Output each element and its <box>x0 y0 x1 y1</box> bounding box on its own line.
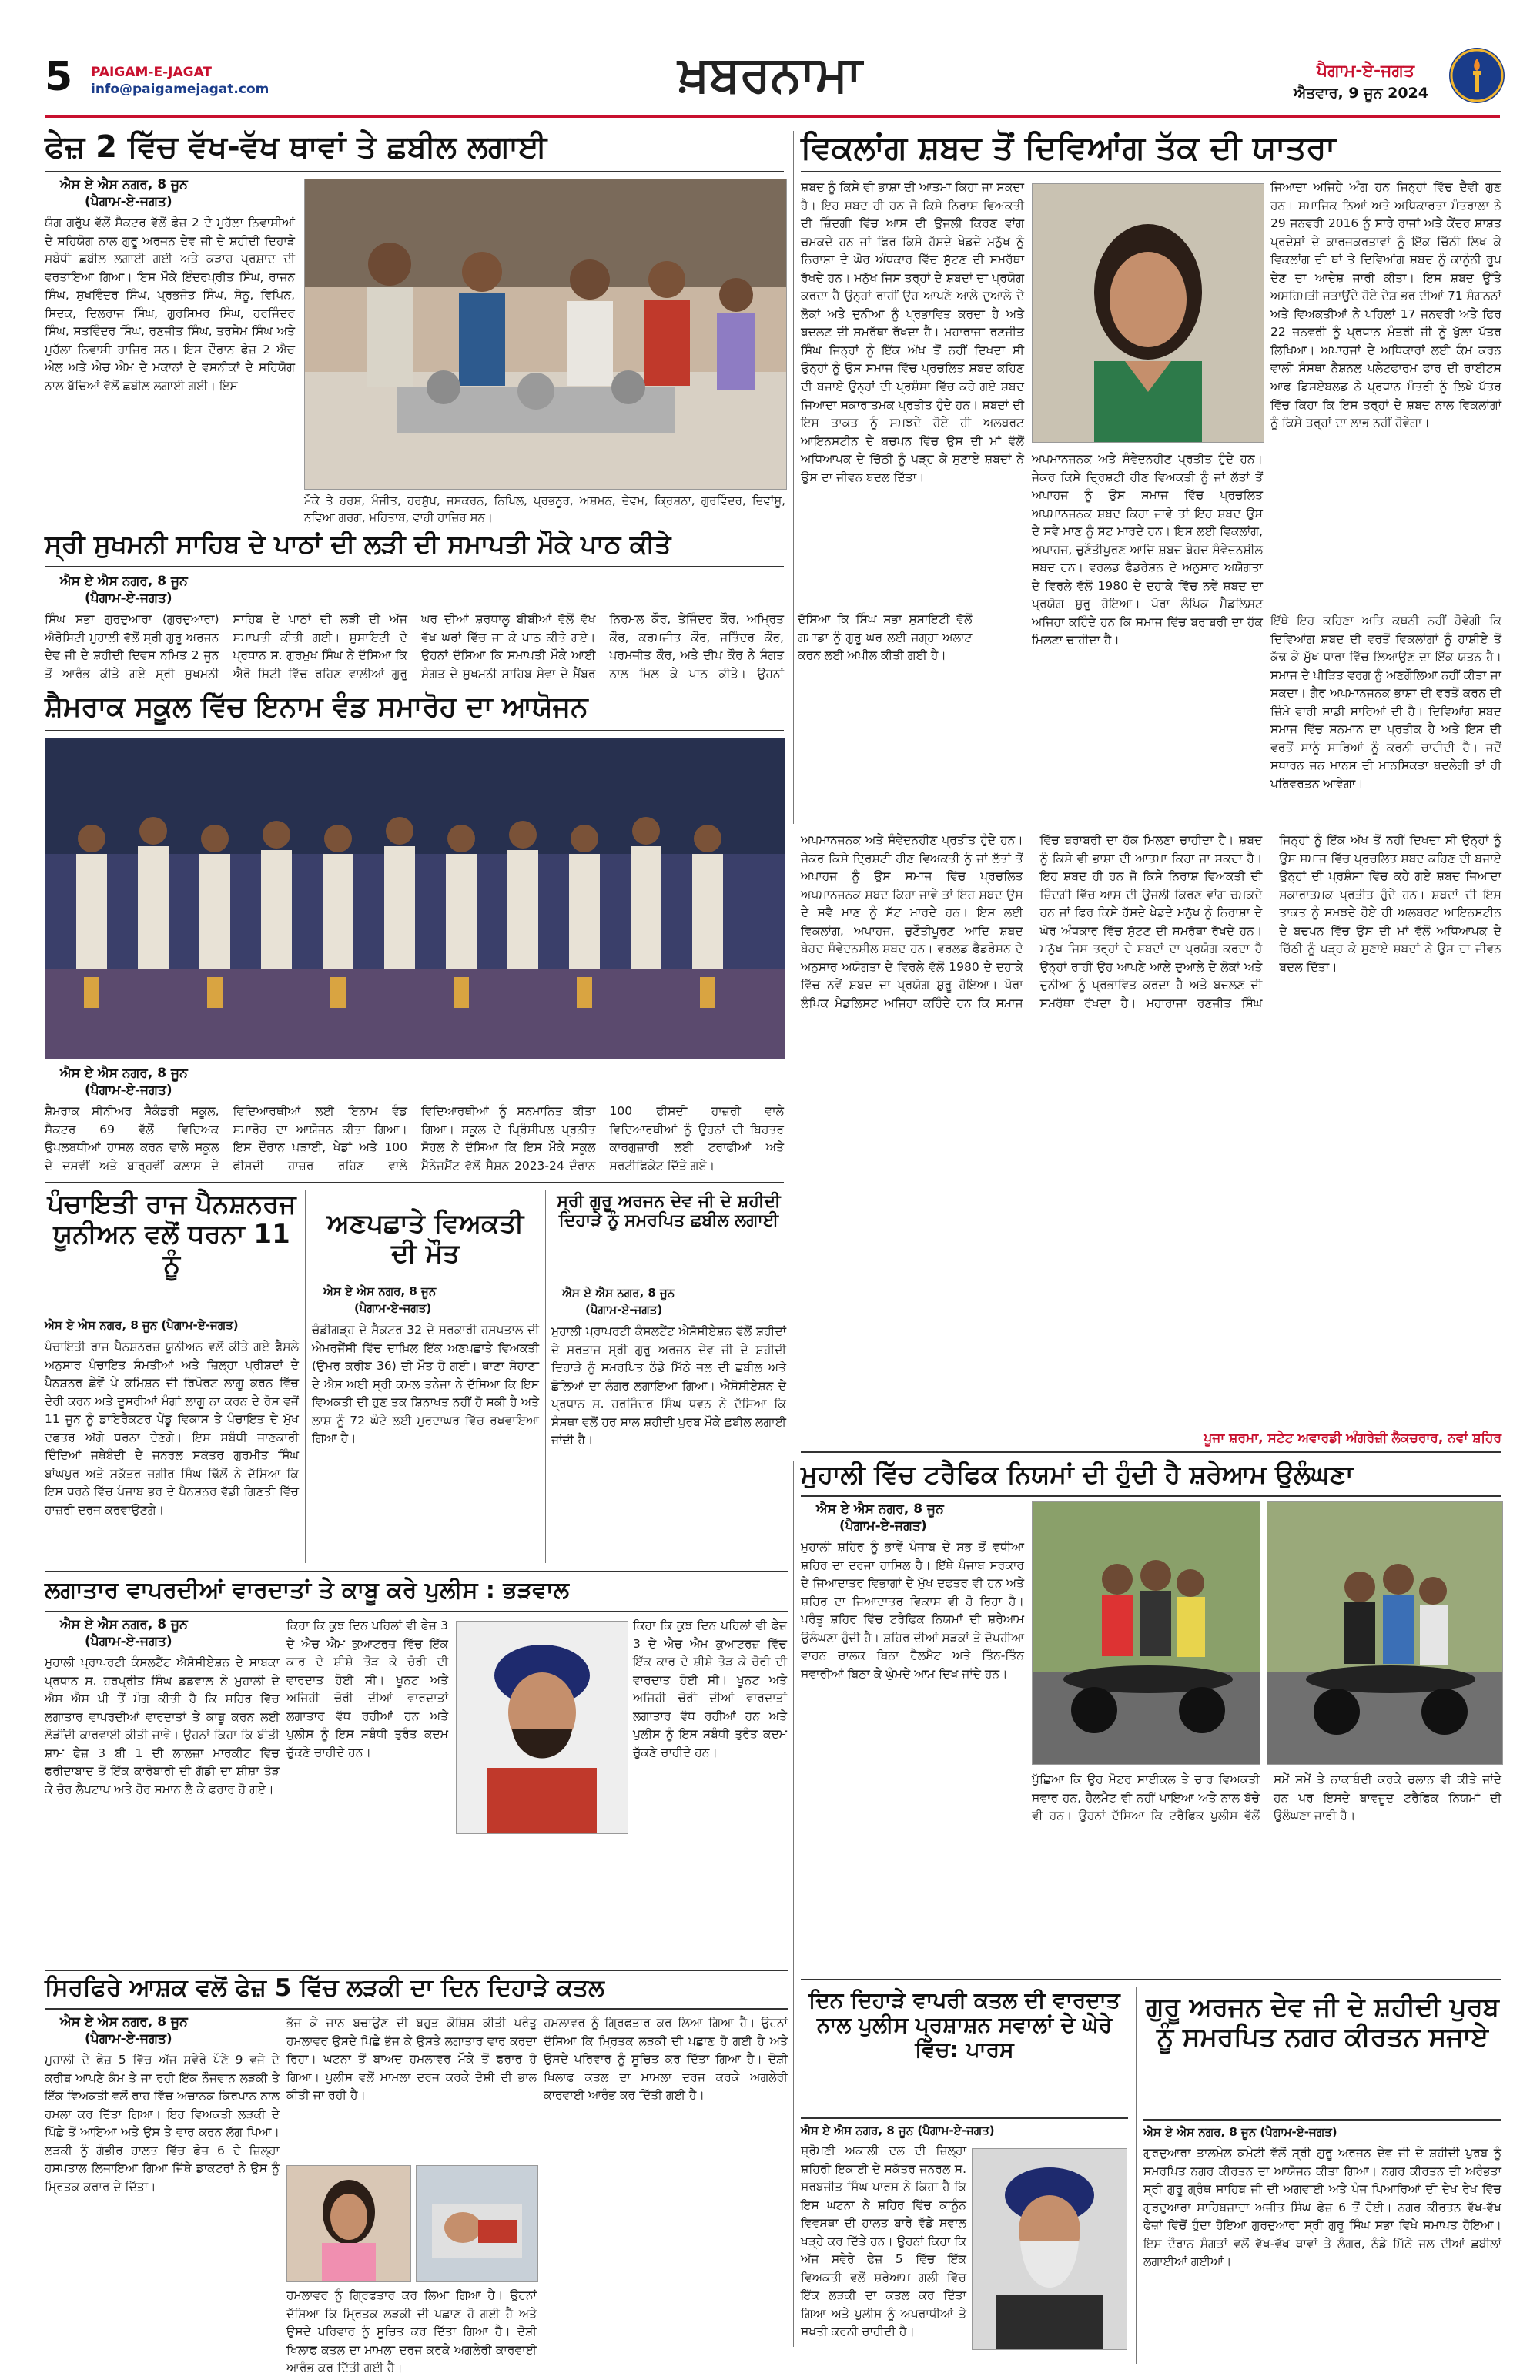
page-number: 5 <box>45 54 73 100</box>
byline: ਐਸ ਏ ਐਸ ਨਗਰ, 8 ਜੂਨ <box>323 1284 437 1298</box>
dateline: (ਪੈਗਾਮ-ਏ-ਜਗਤ) <box>85 2031 172 2047</box>
article-body: ਮੁਹਾਲੀ ਸ਼ਹਿਰ ਨੂੰ ਭਾਵੇਂ ਪੰਜਾਬ ਦੇ ਸਭ ਤੋਂ ਵਧੀਆ ਸ਼ਹਿਰ ਦਾ ਦਰਜਾ ਹਾਸਿਲ ਹੈ। ਇੱਥੇ ਪੰਜਾਬ ਸਰਕਾਰ ਦੇ ਜਿਆਦਾਤਰ ਵਿਭਾਗਾਂ ਦੇ ਮੁੱਖ ਦਫਤਰ ਵੀ ਹਨ ਅਤੇ ਸ਼ਹਿਰ ਦਾ ਜਿਆਦਾਤਰ ਵਿਕਾਸ ਵੀ ਹੋ ਰਿਹਾ ਹੈ। ਪਰੰਤੂ ਸ਼ਹਿਰ ਵਿੱਚ ਟਰੈਫਿਕ ਨਿਯਮਾਂ ਦੀ ਸ਼ਰੇਆਮ ਉਲੰਘਣਾ ਹੁੰਦੀ ਹੈ। ਸ਼ਹਿਰ ਦੀਆਂ ਸੜਕਾਂ ਤੇ ਦੋਪਹੀਆ ਵਾਹਨ ਚਾਲਕ ਬਿਨਾ ਹੈਲਮੈਟ ਅਤੇ ਤਿੰਨ-ਤਿੰਨ ਸਵਾਰੀਆਂ ਬਿਠਾ ਕੇ ਘੁੰਮਦੇ ਆਮ ਦਿਖ ਜਾਂਦੇ ਹਨ। <box>801 1540 1024 1681</box>
headline-police-bharwal: ਲਗਾਤਾਰ ਵਾਪਰਦੀਆਂ ਵਾਰਦਾਤਾਂ ਤੇ ਕਾਬੂ ਕਰੇ ਪੁਲੀਸ : ਭੜਵਾਲ <box>45 1577 569 1604</box>
article-body: ਸ਼ੈਮਰਾਕ ਸੀਨੀਅਰ ਸੈਕੰਡਰੀ ਸਕੂਲ, ਸੈਕਟਰ 69 ਵੱਲੋਂ ਵਿਦਿਅਕ ਉਪਲਬਧੀਆਂ ਹਾਸਲ ਕਰਨ ਵਾਲੇ ਸਕੂਲ ਦੇ ਦਸਵੀਂ ਅਤੇ ਬਾਰ੍ਹਵੀਂ ਕਲਾਸ ਦੇ ਵਿਦਿਆਰਥੀਆਂ ਲਈ ਇਨਾਮ ਵੰਡ ਸਮਾਰੋਹ ਦਾ ਆਯੋਜਨ ਕੀਤਾ ਗਿਆ। ਇਸ ਦੌਰਾਨ ਪੜਾਈ, ਖੇਡਾਂ ਅਤੇ 100 ਫੀਸਦੀ ਹਾਜ਼ਰ ਰਹਿਣ ਵਾਲੇ ਵਿਦਿਆਰਥੀਆਂ ਨੂੰ ਸਨਮਾਨਿਤ ਕੀਤਾ ਗਿਆ। ਸਕੂਲ ਦੇ ਪ੍ਰਿੰਸੀਪਲ ਪ੍ਰਨੀਤ ਸੋਹਲ ਨੇ ਦੱਸਿਆ ਕਿ ਇਸ ਮੌਕੇ ਸਕੂਲ ਮੈਨੇਜਮੈਂਟ ਵੱਲੋਂ ਸੈਸ਼ਨ 2023-24 ਦੌਰਾਨ 100 ਫੀਸਦੀ ਹਾਜ਼ਰੀ ਵਾਲੇ ਵਿਦਿਆਰਥੀਆਂ ਨੂੰ ਉਹਨਾਂ ਦੀ ਬਿਹਤਰ ਕਾਰਗੁਜ਼ਾਰੀ ਲਈ ਟਰਾਫੀਆਂ ਅਤੇ ਸਰਟੀਫਿਕੇਟ ਦਿੱਤੇ ਗਏ। <box>45 1104 784 1173</box>
article-body: ਚੰਡੀਗੜ੍ਹ ਦੇ ਸੈਕਟਰ 32 ਦੇ ਸਰਕਾਰੀ ਹਸਪਤਾਲ ਦੀ ਐਮਰਜੈਂਸੀ ਵਿੱਚ ਦਾਖ਼ਿਲ ਇੱਕ ਅਣਪਛਾਤੇ ਵਿਅਕਤੀ (ਉਮਰ ਕਰੀਬ 36) ਦੀ ਮੌਤ ਹੋ ਗਈ। ਥਾਣਾ ਸੋਹਾਣਾ ਦੇ ਐਸ ਅਈ ਸ੍ਰੀ ਕਮਲ ਤਨੇਜਾ ਨੇ ਦੱਸਿਆ ਕਿ ਇਸ ਵਿਅਕਤੀ ਦੀ ਹੁਣ ਤਕ ਸ਼ਿਨਾਖਤ ਨਹੀਂ ਹੋ ਸਕੀ ਹੈ ਅਤੇ ਲਾਸ਼ ਨੂੰ 72 ਘੰਟੇ ਲਈ ਮੁਰਦਾਘਰ ਵਿੱਚ ਰਖਵਾਇਆ ਗਿਆ ਹੈ। <box>312 1323 539 1446</box>
byline: ਐਸ ਏ ਐਸ ਨਗਰ, 8 ਜੂਨ (ਪੈਗਾਮ-ਏ-ਜਗਤ) <box>1143 2125 1337 2139</box>
byline: ਐਸ ਏ ਐਸ ਨਗਰ, 8 ਜੂਨ <box>60 2014 188 2030</box>
photo-author-portrait <box>1032 183 1264 443</box>
article-body-cont-2: ਕਿਹਾ ਕਿ ਕੁਝ ਦਿਨ ਪਹਿਲਾਂ ਵੀ ਫੇਜ਼ 3 ਦੇ ਐਚ ਐਮ ਕੁਆਟਰਜ਼ ਵਿੱਚ ਇੱਕ ਕਾਰ ਦੇ ਸ਼ੀਸ਼ੇ ਤੋੜ ਕੇ ਚੋਰੀ ਦੀ ਵਾਰਦਾਤ ਹੋਈ ਸੀ। ਖੂਨਟ ਅਤੇ ਅਜਿਹੀ ਚੋਰੀ ਦੀਆਂ ਵਾਰਦਾਤਾਂ ਲਗਾਤਾਰ ਵੱਧ ਰਹੀਆਂ ਹਨ ਅਤੇ ਪੁਲੀਸ ਨੂੰ ਇਸ ਸਬੰਧੀ ਤੁਰੰਤ ਕਦਮ ਚੁੱਕਣੇ ਚਾਹੀਦੇ ਹਨ। <box>633 1618 787 1759</box>
logo <box>1449 48 1505 103</box>
brand-right: ਪੈਗਾਮ-ਏ-ਜਗਤ <box>1317 62 1414 81</box>
article-body: ਮੁਹਾਲੀ ਪ੍ਰਾਪਰਟੀ ਕੰਸਲਟੈਂਟ ਐਸੋਸੀਏਸ਼ਨ ਵੱਲੋਂ ਸ਼ਹੀਦਾਂ ਦੇ ਸਰਤਾਜ ਸ੍ਰੀ ਗੁਰੂ ਅਰਜਨ ਦੇਵ ਜੀ ਦੇ ਸ਼ਹੀਦੀ ਦਿਹਾੜੇ ਨੂੰ ਸਮਰਪਿਤ ਠੰਡੇ ਮਿੱਠੇ ਜਲ ਦੀ ਛਬੀਲ ਅਤੇ ਛੋਲਿਆਂ ਦਾ ਲੰਗਰ ਲਗਾਇਆ ਗਿਆ। ਐਸੋਸੀਏਸ਼ਨ ਦੇ ਪ੍ਰਧਾਨ ਸ. ਹਰਜਿੰਦਰ ਸਿੰਘ ਧਵਨ ਨੇ ਦੱਸਿਆ ਕਿ ਸੰਸਥਾ ਵਲੋਂ ਹਰ ਸਾਲ ਸ਼ਹੀਦੀ ਪੁਰਬ ਮੌਕੇ ਛਬੀਲ ਲਗਾਈ ਜਾਂਦੀ ਹੈ। <box>551 1324 786 1448</box>
photo-bike-riders-2 <box>1267 1501 1503 1765</box>
byline: ਐਸ ਏ ਐਸ ਨਗਰ, 8 ਜੂਨ <box>60 1066 188 1081</box>
byline: ਐਸ ਏ ਐਸ ਨਗਰ, 8 ਜੂਨ <box>60 574 188 589</box>
article-col-2: ਜਿਆਦਾ ਅਜਿਹੇ ਅੰਗ ਹਨ ਜਿਨ੍ਹਾਂ ਵਿੱਚ ਦੈਵੀ ਗੁਣ ਹਨ। ਸਮਾਜਿਕ ਨਿਆਂ ਅਤੇ ਅਧਿਕਾਰਤਾ ਮੰਤਰਾਲਾ ਨੇ 29 ਜਨਵਰੀ 2016 ਨੂੰ ਸਾਰੇ ਰਾਜਾਂ ਅਤੇ ਕੇਂਦਰ ਸ਼ਾਸ਼ਤ ਪ੍ਰਦੇਸ਼ਾਂ ਦੇ ਕਾਰਜਕਰਤਾਵਾਂ ਨੂੰ ਇੱਕ ਚਿੱਠੀ ਲਿਖ ਕੇ ਵਿਕਲਾਂਗ ਦੀ ਥਾਂ ਤੇ ਦਿਵਿਆਂਗ ਸ਼ਬਦ ਨੂੰ ਕਾਨੂੰਨੀ ਰੂਪ ਦੇਣ ਦਾ ਆਦੇਸ਼ ਜਾਰੀ ਕੀਤਾ। ਇਸ ਸ਼ਬਦ ਉੱਤੇ ਅਸਹਿਮਤੀ ਜਤਾਉਂਦੇ ਹੋਏ ਦੇਸ਼ ਭਰ ਦੀਆਂ 71 ਸੰਗਠਨਾਂ ਅਤੇ ਵਿਅਕਤੀਆਂ ਨੇ ਪਹਿਲਾਂ 17 ਜਨਵਰੀ ਅਤੇ ਫਿਰ 22 ਜਨਵਰੀ ਨੂੰ ਪ੍ਰਧਾਨ ਮੰਤਰੀ ਜੀ ਨੂੰ ਖੁੱਲਾ ਪੱਤਰ ਲਿਖਿਆ। ਅਪਾਹਜਾਂ ਦੇ ਅਧਿਕਾਰਾਂ ਲਈ ਕੰਮ ਕਰਨ ਵਾਲੀ ਸੰਸਥਾ ਨੈਸ਼ਨਲ ਪਲੇਟਫਾਰਮ ਫਾਰ ਦੀ ਰਾਈਟਸ ਆਫ ਡਿਸਏਬਲਡ ਨੇ ਪ੍ਰਧਾਨ ਮੰਤਰੀ ਨੂੰ ਲਿਖੇ ਪੱਤਰ ਵਿੱਚ ਕਿਹਾ ਕਿ ਇਸ ਤਰ੍ਹਾਂ ਦੇ ਸ਼ਬਦ ਨਾਲ ਵਿਕਲਾਂਗਾਂ ਨੂੰ ਕਿਸੇ ਤਰ੍ਹਾਂ ਦਾ ਲਾਭ ਨਹੀਂ ਹੋਵੇਗਾ। <box>1270 180 1502 430</box>
date: ਐਤਵਾਰ, 9 ਜੂਨ 2024 <box>1294 85 1428 102</box>
masthead <box>0 0 1540 129</box>
article-body: ਸ਼੍ਰੋਮਣੀ ਅਕਾਲੀ ਦਲ ਦੀ ਜ਼ਿਲ੍ਹਾ ਸ਼ਹਿਰੀ ਇਕਾਈ ਦੇ ਸਕੱਤਰ ਜਨਰਲ ਸ. ਸਰਬਜੀਤ ਸਿੰਘ ਪਾਰਸ ਨੇ ਕਿਹਾ ਹੈ ਕਿ ਇਸ ਘਟਨਾ ਨੇ ਸ਼ਹਿਰ ਵਿੱਚ ਕਾਨੂੰਨ ਵਿਵਸਥਾ ਦੀ ਹਾਲਤ ਬਾਰੇ ਵੱਡੇ ਸਵਾਲ ਖੜ੍ਹੇ ਕਰ ਦਿੱਤੇ ਹਨ। ਉਹਨਾਂ ਕਿਹਾ ਕਿ ਅੱਜ ਸਵੇਰੇ ਫੇਜ਼ 5 ਵਿੱਚ ਇੱਕ ਵਿਅਕਤੀ ਵਲੋਂ ਸ਼ਰੇਆਮ ਗਲੀ ਵਿੱਚ ਇੱਕ ਲੜਕੀ ਦਾ ਕਤਲ ਕਰ ਦਿੱਤਾ ਗਿਆ ਅਤੇ ਪੁਲੀਸ ਨੂੰ ਅਪਰਾਧੀਆਂ ਤੇ ਸਖਤੀ ਕਰਨੀ ਚਾਹੀਦੀ ਹੈ। <box>801 2144 966 2339</box>
headline-traffic-violations: ਮੁਹਾਲੀ ਵਿੱਚ ਟਰੈਫਿਕ ਨਿਯਮਾਂ ਦੀ ਹੁੰਦੀ ਹੈ ਸ਼ਰੇਆਮ ਉਲੰਘਣਾ <box>801 1459 1354 1489</box>
photo-victim-1 <box>286 2165 411 2282</box>
author-signature: ਪੂਜਾ ਸ਼ਰਮਾ, ਸਟੇਟ ਅਵਾਰਡੀ ਅੰਗਰੇਜ਼ੀ ਲੈਕਚਰਾਰ, ਨਵਾਂ ਸ਼ਹਿਰ <box>1204 1431 1502 1446</box>
photo-prize-distribution <box>45 738 785 1059</box>
email: info@paigamejagat.com <box>91 82 270 97</box>
headline-nagar-kirtan: ਗੁਰੂ ਅਰਜਨ ਦੇਵ ਜੀ ਦੇ ਸ਼ਹੀਦੀ ਪੁਰਬ ਨੂੰ ਸਮਰਪਿਤ ਨਗਰ ਕੀਰਤਨ ਸਜਾਏ <box>1146 1992 1499 2054</box>
headline-pensioners-union: ਪੰਚਾਇਤੀ ਰਾਜ ਪੈਨਸ਼ਨਰਜ ਯੂਨੀਅਨ ਵਲੋਂ ਧਰਨਾ 11 ਨੂੰ <box>47 1189 296 1280</box>
headline-paras-statement: ਦਿਨ ਦਿਹਾੜੇ ਵਾਪਰੀ ਕਤਲ ਦੀ ਵਾਰਦਾਤ ਨਾਲ ਪੁਲੀਸ ਪ੍ਰਸ਼ਾਸ਼ਨ ਸਵਾਲਾਂ ਦੇ ਘੇਰੇ ਵਿੱਚ: ਪਾਰਸ <box>808 1987 1120 2063</box>
headline-chhabeel-phase2: ਫੇਜ਼ 2 ਵਿੱਚ ਵੱਖ-ਵੱਖ ਥਾਵਾਂ ਤੇ ਛਬੀਲ ਲਗਾਈ <box>45 129 547 165</box>
dateline: (ਪੈਗਾਮ-ਏ-ਜਗਤ) <box>354 1301 432 1315</box>
byline: ਐਸ ਏ ਐਸ ਨਗਰ, 8 ਜੂਨ <box>562 1286 675 1300</box>
photo-bike-riders-1 <box>1032 1501 1260 1765</box>
byline: ਐਸ ਏ ਐਸ ਨਗਰ, 8 ਜੂਨ <box>60 177 188 192</box>
article-body-cont-3: ਹਮਲਾਵਰ ਨੂੰ ਗ੍ਰਿਫਤਾਰ ਕਰ ਲਿਆ ਗਿਆ ਹੈ। ਉਹਨਾਂ ਦੱਸਿਆ ਕਿ ਮ੍ਰਿਤਕ ਲੜਕੀ ਦੀ ਪਛਾਣ ਹੋ ਗਈ ਹੈ ਅਤੇ ਉਸਦੇ ਪਰਿਵਾਰ ਨੂੰ ਸੂਚਿਤ ਕਰ ਦਿੱਤਾ ਗਿਆ ਹੈ। ਦੋਸ਼ੀ ਖਿਲਾਫ ਕਤਲ ਦਾ ਮਾਮਲਾ ਦਰਜ ਕਰਕੇ ਅਗਲੇਰੀ ਕਾਰਵਾਈ ਆਰੰਭ ਕਰ ਦਿੱਤੀ ਗਈ ਹੈ। <box>544 2016 788 2103</box>
article-body-cont: ਪੁੱਛਿਆ ਕਿ ਉਹ ਮੋਟਰ ਸਾਈਕਲ ਤੇ ਚਾਰ ਵਿਅਕਤੀ ਸਵਾਰ ਹਨ, ਹੈਲਮੈਟ ਵੀ ਨਹੀਂ ਪਾਇਆ ਅਤੇ ਨਾਲ ਬੱਚੇ ਵੀ ਹਨ। ਉਹਨਾਂ ਦੱਸਿਆ ਕਿ ਟਰੈਫਿਕ ਪੁਲੀਸ ਵੱਲੋਂ ਸਮੇਂ ਸਮੇਂ ਤੇ ਨਾਕਾਬੰਦੀ ਕਰਕੇ ਚਲਾਨ ਵੀ ਕੀਤੇ ਜਾਂਦੇ ਹਨ ਪਰ ਇਸਦੇ ਬਾਵਜੂਦ ਟਰੈਫਿਕ ਨਿਯਮਾਂ ਦੀ ਉਲੰਘਣਾ ਜਾਰੀ ਹੈ। <box>1032 1772 1502 1823</box>
headline-unidentified-death: ਅਣਪਛਾਤੇ ਵਿਅਕਤੀ ਦੀ ਮੌਤ <box>326 1208 524 1270</box>
article-body-cont-2: ਹਮਲਾਵਰ ਨੂੰ ਗ੍ਰਿਫਤਾਰ ਕਰ ਲਿਆ ਗਿਆ ਹੈ। ਉਹਨਾਂ ਦੱਸਿਆ ਕਿ ਮ੍ਰਿਤਕ ਲੜਕੀ ਦੀ ਪਛਾਣ ਹੋ ਗਈ ਹੈ ਅਤੇ ਉਸਦੇ ਪਰਿਵਾਰ ਨੂੰ ਸੂਚਿਤ ਕਰ ਦਿੱਤਾ ਗਿਆ ਹੈ। ਦੋਸ਼ੀ ਖਿਲਾਫ ਕਤਲ ਦਾ ਮਾਮਲਾ ਦਰਜ ਕਰਕੇ ਅਗਲੇਰੀ ਕਾਰਵਾਈ ਆਰੰਭ ਕਰ ਦਿੱਤੀ ਗਈ ਹੈ। <box>286 2288 537 2375</box>
headline-chhabeel-martyrdom: ਸ੍ਰੀ ਗੁਰੂ ਅਰਜਨ ਦੇਵ ਜੀ ਦੇ ਸ਼ਹੀਦੀ ਦਿਹਾੜੇ ਨੂੰ ਸਮਰਪਿਤ ਛਬੀਲ ਲਗਾਈ <box>557 1192 781 1231</box>
photo-chhabeel-group <box>304 179 787 490</box>
article-body: ਸਿੰਘ ਸਭਾ ਗੁਰਦੁਆਰਾ (ਗੁਰਦੁਆਰਾ) ਐਰੋਸਿਟੀ ਮੁਹਾਲੀ ਵੱਲੋਂ ਸ੍ਰੀ ਗੁਰੂ ਅਰਜਨ ਦੇਵ ਜੀ ਦੇ ਸ਼ਹੀਦੀ ਦਿਵਸ ਨਮਿਤ 2 ਜੂਨ ਤੋਂ ਆਰੰਭ ਕੀਤੇ ਗਏ ਸ੍ਰੀ ਸੁਖਮਨੀ ਸਾਹਿਬ ਦੇ ਪਾਠਾਂ ਦੀ ਲੜੀ ਦੀ ਅੱਜ ਸਮਾਪਤੀ ਕੀਤੀ ਗਈ। ਸੁਸਾਇਟੀ ਦੇ ਪ੍ਰਧਾਨ ਸ. ਗੁਰਮੁਖ ਸਿੰਘ ਨੇ ਦੱਸਿਆ ਕਿ ਐਰੋ ਸਿਟੀ ਵਿੱਚ ਰਹਿਣ ਵਾਲੀਆਂ ਗੁਰੂ ਘਰ ਦੀਆਂ ਸ਼ਰਧਾਲੂ ਬੀਬੀਆਂ ਵੱਲੋਂ ਵੱਖ ਵੱਖ ਘਰਾਂ ਵਿੱਚ ਜਾ ਕੇ ਪਾਠ ਕੀਤੇ ਗਏ। ਉਹਨਾਂ ਦੱਸਿਆ ਕਿ ਸਮਾਪਤੀ ਮੌਕੇ ਆਈ ਸੰਗਤ ਦੇ ਸੁਖਮਨੀ ਸਾਹਿਬ ਸੇਵਾ ਦੇ ਮੈਂਬਰ ਨਿਰਮਲ ਕੌਰ, ਤੇਜਿੰਦਰ ਕੌਰ, ਅਮ੍ਰਿਤ ਕੌਰ, ਕਰਮਜੀਤ ਕੌਰ, ਜਤਿੰਦਰ ਕੌਰ, ਪਰਮਜੀਤ ਕੌਰ, ਅਤੇ ਦੀਪ ਕੌਰ ਨੇ ਸੰਗਤ ਨਾਲ ਮਿਲ ਕੇ ਪਾਠ ਕੀਤੇ। ਉਹਨਾਂ ਦੱਸਿਆ ਕਿ ਸਿੰਘ ਸਭਾ ਸੁਸਾਇਟੀ ਵੱਲੋਂ ਗਮਾਡਾ ਨੂੰ ਗੁਰੂ ਘਰ ਲਈ ਜਗ੍ਹਾ ਅਲਾਟ ਕਰਨ ਲਈ ਅਪੀਲ ਕੀਤੀ ਗਈ ਹੈ। <box>45 612 973 681</box>
dateline: (ਪੈਗਾਮ-ਏ-ਜਗਤ) <box>85 591 172 606</box>
byline: ਐਸ ਏ ਐਸ ਨਗਰ, 8 ਜੂਨ (ਪੈਗਾਮ-ਏ-ਜਗਤ) <box>801 2124 995 2137</box>
dateline: (ਪੈਗਾਮ-ਏ-ਜਗਤ) <box>585 1303 663 1317</box>
article-body-cont: ਭੱਜ ਕੇ ਜਾਨ ਬਚਾਉਣ ਦੀ ਬਹੁਤ ਕੋਸ਼ਿਸ਼ ਕੀਤੀ ਪਰੰਤੂ ਹਮਲਾਵਰ ਉਸਦੇ ਪਿੱਛੇ ਭੱਜ ਕੇ ਉਸਤੇ ਲਗਾਤਾਰ ਵਾਰ ਕਰਦਾ ਰਿਹਾ। ਘਟਨਾ ਤੋਂ ਬਾਅਦ ਹਮਲਾਵਰ ਮੌਕੇ ਤੋਂ ਫਰਾਰ ਹੋ ਗਿਆ। ਪੁਲੀਸ ਵਲੋਂ ਮਾਮਲਾ ਦਰਜ ਕਰਕੇ ਦੋਸ਼ੀ ਦੀ ਭਾਲ ਕੀਤੀ ਜਾ ਰਹੀ ਹੈ। <box>286 2016 537 2103</box>
photo-victim-2 <box>416 2165 538 2282</box>
article-body: ਗੁਰਦੁਆਰਾ ਤਾਲਮੇਲ ਕਮੇਟੀ ਵੱਲੋਂ ਸ੍ਰੀ ਗੁਰੂ ਅਰਜਨ ਦੇਵ ਜੀ ਦੇ ਸ਼ਹੀਦੀ ਪੁਰਬ ਨੂੰ ਸਮਰਪਿਤ ਨਗਰ ਕੀਰਤਨ ਦਾ ਆਯੋਜਨ ਕੀਤਾ ਗਿਆ। ਨਗਰ ਕੀਰਤਨ ਦੀ ਅਰੰਭਤਾ ਸ੍ਰੀ ਗੁਰੂ ਗ੍ਰੰਥ ਸਾਹਿਬ ਜੀ ਦੀ ਅਗਵਾਈ ਅਤੇ ਪੰਜ ਪਿਆਰਿਆਂ ਦੀ ਦੇਖ ਰੇਖ ਵਿੱਚ ਗੁਰਦੁਆਰਾ ਸਾਹਿਬਜ਼ਾਦਾ ਅਜੀਤ ਸਿੰਘ ਫੇਜ਼ 6 ਤੋਂ ਹੋਈ। ਨਗਰ ਕੀਰਤਨ ਵੱਖ-ਵੱਖ ਫੇਜ਼ਾਂ ਵਿੱਚੋਂ ਹੁੰਦਾ ਹੋਇਆ ਗੁਰਦੁਆਰਾ ਸ੍ਰੀ ਗੁਰੂ ਸਿੰਘ ਸਭਾ ਵਿਖੇ ਸਮਾਪਤ ਹੋਇਆ। ਇਸ ਦੌਰਾਨ ਸੰਗਤਾਂ ਵਲੋਂ ਵੱਖ-ਵੱਖ ਥਾਵਾਂ ਤੇ ਲੰਗਰ, ਠੰਡੇ ਮਿੱਠੇ ਜਲ ਦੀਆਂ ਛਬੀਲਾਂ ਲਗਾਈਆਂ ਗਈਆਂ। <box>1143 2146 1502 2269</box>
headline-phase5-murder: ਸਿਰਫਿਰੇ ਆਸ਼ਕ ਵਲੋਂ ਫੇਜ਼ 5 ਵਿੱਚ ਲੜਕੀ ਦਾ ਦਿਨ ਦਿਹਾੜੇ ਕਤਲ <box>45 1974 604 2002</box>
article-col-4: ਇੱਥੇ ਇਹ ਕਹਿਣਾ ਅਤਿ ਕਥਨੀ ਨਹੀਂ ਹੋਵੇਗੀ ਕਿ ਦਿਵਿਆਂਗ ਸ਼ਬਦ ਦੀ ਵਰਤੋਂ ਵਿਕਲਾਂਗਾਂ ਨੂੰ ਹਾਸ਼ੀਏ ਤੋਂ ਕੱਢ ਕੇ ਮੁੱਖ ਧਾਰਾ ਵਿੱਚ ਲਿਆਉਣ ਦਾ ਇੱਕ ਯਤਨ ਹੈ। ਸਮਾਜ ਦੇ ਪੀੜਿਤ ਵਰਗ ਨੂੰ ਅਣਗੌਲਿਆ ਨਹੀਂ ਕੀਤਾ ਜਾ ਸਕਦਾ। ਗੈਰ ਅਪਮਾਨਜਨਕ ਭਾਸ਼ਾ ਦੀ ਵਰਤੋਂ ਕਰਨ ਦੀ ਜ਼ਿੰਮੇ ਵਾਰੀ ਸਾਡੀ ਸਾਰਿਆਂ ਦੀ ਹੈ। ਦਿਵਿਆਂਗ ਸ਼ਬਦ ਸਮਾਜ ਵਿੱਚ ਸਨਮਾਨ ਦਾ ਪ੍ਰਤੀਕ ਹੈ ਅਤੇ ਇਸ ਦੀ ਵਰਤੋਂ ਸਾਨੂੰ ਸਾਰਿਆਂ ਨੂੰ ਕਰਨੀ ਚਾਹੀਦੀ ਹੈ। ਜਦੋਂ ਸਧਾਰਨ ਜਨ ਮਾਨਸ ਦੀ ਮਾਨਸਿਕਤਾ ਬਦਲੇਗੀ ਤਾਂ ਹੀ ਪਰਿਵਰਤਨ ਆਵੇਗਾ। <box>1270 614 1502 791</box>
article-body: ਯੰਗ ਗਰੁੱਪ ਵੱਲੋਂ ਸੈਕਟਰ ਵੱਲੋਂ ਫੇਜ਼ 2 ਦੇ ਮੁਹੱਲਾ ਨਿਵਾਸੀਆਂ ਦੇ ਸਹਿਯੋਗ ਨਾਲ ਗੁਰੂ ਅਰਜਨ ਦੇਵ ਜੀ ਦੇ ਸ਼ਹੀਦੀ ਦਿਹਾੜੇ ਸਬੰਧੀ ਛਬੀਲ ਲਗਾਈ ਗਈ ਅਤੇ ਕੜਾਹ ਪ੍ਰਸ਼ਾਦ ਦੀ ਵਰਤਾਇਆ ਗਿਆ। ਇਸ ਮੌਕੇ ਇੰਦਰਪ੍ਰੀਤ ਸਿੰਘ, ਰਾਜਨ ਸਿੰਘ, ਸੁਖਵਿੰਦਰ ਸਿੰਘ, ਪ੍ਰਭਜੋਤ ਸਿੰਘ, ਸੋਨੂ, ਵਿਪਿਨ, ਸਿਦਕ, ਦਿਲਰਾਜ ਸਿੰਘ, ਗੁਰਸਿਮਰ ਸਿੰਘ, ਹਰਜਿੰਦਰ ਸਿੰਘ, ਸਤਵਿੰਦਰ ਸਿੰਘ, ਰਣਜੀਤ ਸਿੰਘ, ਤਰਸੇਮ ਸਿੰਘ ਅਤੇ ਮੁਹੱਲਾ ਨਿਵਾਸੀ ਹਾਜ਼ਿਰ ਸਨ। ਇਸ ਦੌਰਾਨ ਫੇਜ਼ 2 ਐਚ ਐਲ ਅਤੇ ਐਚ ਐਮ ਦੇ ਮਕਾਨਾਂ ਦੇ ਵਸਨੀਕਾਂ ਦੇ ਸਹਿਯੋਗ ਨਾਲ ਬੱਚਿਆਂ ਵੱਲੋਂ ਛਬੀਲ ਲਗਾਈ ਗਈ। ਇਸ <box>45 216 295 393</box>
photo-bharwal-portrait <box>456 1621 628 1834</box>
article-col-1: ਸ਼ਬਦ ਨੂੰ ਕਿਸੇ ਵੀ ਭਾਸ਼ਾ ਦੀ ਆਤਮਾ ਕਿਹਾ ਜਾ ਸਕਦਾ ਹੈ। ਇਹ ਸ਼ਬਦ ਹੀ ਹਨ ਜੋ ਕਿਸੇ ਨਿਰਾਸ਼ ਵਿਅਕਤੀ ਦੀ ਜ਼ਿੰਦਗੀ ਵਿੱਚ ਆਸ ਦੀ ਉਜਲੀ ਕਿਰਣ ਵਾਂਗ ਚਮਕਦੇ ਹਨ ਜਾਂ ਫਿਰ ਕਿਸੇ ਹੱਸਦੇ ਖੇਡਦੇ ਮਨੁੱਖ ਨੂੰ ਨਿਰਾਸ਼ਾ ਦੇ ਘੋਰ ਅੰਧਕਾਰ ਵਿੱਚ ਸੁੱਟਣ ਦੀ ਸਮਰੱਥਾ ਰੱਖਦੇ ਹਨ। ਮਨੁੱਖ ਜਿਸ ਤਰ੍ਹਾਂ ਦੇ ਸ਼ਬਦਾਂ ਦਾ ਪ੍ਰਯੋਗ ਕਰਦਾ ਹੈ ਉਨ੍ਹਾਂ ਰਾਹੀਂ ਉਹ ਆਪਣੇ ਆਲੇ ਦੁਆਲੇ ਦੇ ਲੋਕਾਂ ਅਤੇ ਦੁਨੀਆ ਨੂੰ ਪ੍ਰਭਾਵਿਤ ਕਰਦਾ ਹੈ ਅਤੇ ਬਦਲਣ ਦੀ ਸਮਰੱਥਾ ਰੱਖਦਾ ਹੈ। ਮਹਾਰਾਜਾ ਰਣਜੀਤ ਸਿੰਘ ਜਿਨ੍ਹਾਂ ਨੂੰ ਇੱਕ ਅੱਖ ਤੋਂ ਨਹੀਂ ਦਿਖਦਾ ਸੀ ਉਨ੍ਹਾਂ ਨੂੰ ਉਸ ਸਮਾਜ ਵਿੱਚ ਪ੍ਰਚਲਿਤ ਸ਼ਬਦ ਕਹਿਣ ਦੀ ਬਜਾਏ ਉਨ੍ਹਾਂ ਦੀ ਪ੍ਰਸ਼ੰਸਾ ਵਿੱਚ ਕਹੇ ਗਏ ਸ਼ਬਦ ਜਿਆਦਾ ਸਕਾਰਾਤਮਕ ਪ੍ਰਤੀਤ ਹੁੰਦੇ ਹਨ। ਸ਼ਬਦਾਂ ਦੀ ਇਸ ਤਾਕਤ ਨੂੰ ਸਮਝਦੇ ਹੋਏ ਹੀ ਅਲਬਰਟ ਆਇਨਸਟੀਨ ਦੇ ਬਚਪਨ ਵਿੱਚ ਉਸ ਦੀ ਮਾਂ ਵੱਲੋਂ ਅਧਿਆਪਕ ਦੇ ਚਿੱਠੀ ਨੂੰ ਪੜ੍ਹ ਕੇ ਸੁਣਾਏ ਸ਼ਬਦਾਂ ਨੇ ਉਸ ਦਾ ਜੀਵਨ ਬਦਲ ਦਿੱਤਾ। <box>801 180 1024 484</box>
article-body-cont: ਕਿਹਾ ਕਿ ਕੁਝ ਦਿਨ ਪਹਿਲਾਂ ਵੀ ਫੇਜ਼ 3 ਦੇ ਐਚ ਐਮ ਕੁਆਟਰਜ਼ ਵਿੱਚ ਇੱਕ ਕਾਰ ਦੇ ਸ਼ੀਸ਼ੇ ਤੋੜ ਕੇ ਚੋਰੀ ਦੀ ਵਾਰਦਾਤ ਹੋਈ ਸੀ। ਖੂਨਟ ਅਤੇ ਅਜਿਹੀ ਚੋਰੀ ਦੀਆਂ ਵਾਰਦਾਤਾਂ ਲਗਾਤਾਰ ਵੱਧ ਰਹੀਆਂ ਹਨ ਅਤੇ ਪੁਲੀਸ ਨੂੰ ਇਸ ਸਬੰਧੀ ਤੁਰੰਤ ਕਦਮ ਚੁੱਕਣੇ ਚਾਹੀਦੇ ਹਨ। <box>286 1618 448 1759</box>
article-col-3: ਅਪਮਾਨਜਨਕ ਅਤੇ ਸੰਵੇਦਨਹੀਣ ਪ੍ਰਤੀਤ ਹੁੰਦੇ ਹਨ। ਜੇਕਰ ਕਿਸੇ ਦ੍ਰਿਸ਼ਟੀ ਹੀਣ ਵਿਅਕਤੀ ਨੂੰ ਜਾਂ ਲੱਤਾਂ ਤੋਂ ਅਪਾਹਜ ਨੂੰ ਉਸ ਸਮਾਜ ਵਿੱਚ ਪ੍ਰਚਲਿਤ ਅਪਮਾਨਜਨਕ ਸ਼ਬਦ ਕਿਹਾ ਜਾਵੇ ਤਾਂ ਇਹ ਸ਼ਬਦ ਉਸ ਦੇ ਸਵੈ ਮਾਣ ਨੂੰ ਸੱਟ ਮਾਰਦੇ ਹਨ। ਇਸ ਲਈ ਵਿਕਲਾਂਗ, ਅਪਾਹਜ, ਚੁਣੌਤੀਪੂਰਣ ਆਦਿ ਸ਼ਬਦ ਬੇਹਦ ਸੰਵੇਦਨਸ਼ੀਲ ਸ਼ਬਦ ਹਨ। ਵਰਲਡ ਫੈਡਰੇਸ਼ਨ ਦੇ ਅਨੁਸਾਰ ਅਯੋਗਤਾ ਦੇ ਵਿਰਲੇ ਵੱਲੋਂ 1980 ਦੇ ਦਹਾਕੇ ਵਿੱਚ ਨਵੇਂ ਸ਼ਬਦ ਦਾ ਪ੍ਰਯੋਗ ਸ਼ੁਰੂ ਹੋਇਆ। ਪੋਰਾ ਲੰਪਿਕ ਮੈਡਲਿਸਟ ਅਜਿਹਾ ਕਹਿੰਦੇ ਹਨ ਕਿ ਸਮਾਜ ਵਿੱਚ ਬਰਾਬਰੀ ਦਾ ਹੱਕ ਮਿਲਣਾ ਚਾਹੀਦਾ ਹੈ। <box>1032 452 1263 648</box>
dateline: (ਪੈਗਾਮ-ਏ-ਜਗਤ) <box>839 1518 927 1534</box>
section-title: ਖ਼ਬਰਨਾਮਾ <box>678 46 862 103</box>
byline: ਐਸ ਏ ਐਸ ਨਗਰ, 8 ਜੂਨ <box>816 1501 944 1517</box>
masthead-rule <box>45 115 1500 118</box>
byline: ਐਸ ਏ ਐਸ ਨਗਰ, 8 ਜੂਨ <box>60 1617 188 1632</box>
dateline: (ਪੈਗਾਮ-ਏ-ਜਗਤ) <box>85 194 172 209</box>
torch-icon <box>1449 48 1505 103</box>
dateline: (ਪੈਗਾਮ-ਏ-ਜਗਤ) <box>85 1083 172 1098</box>
headline-sukhmani-sahib: ਸ੍ਰੀ ਸੁਖਮਨੀ ਸਾਹਿਬ ਦੇ ਪਾਠਾਂ ਦੀ ਲੜੀ ਦੀ ਸਮਾਪਤੀ ਮੌਕੇ ਪਾਠ ਕੀਤੇ <box>45 529 671 559</box>
dateline: (ਪੈਗਾਮ-ਏ-ਜਗਤ) <box>85 1634 172 1649</box>
article-body: ਪੰਚਾਇਤੀ ਰਾਜ ਪੈਨਸ਼ਨਰਜ਼ ਯੂਨੀਅਨ ਵਲੋਂ ਕੀਤੇ ਗਏ ਫੈਸਲੇ ਅਨੁਸਾਰ ਪੰਚਾਇਤ ਸੰਮਤੀਆਂ ਅਤੇ ਜ਼ਿਲ੍ਹਾ ਪ੍ਰੀਸ਼ਦਾਂ ਦੇ ਪੈਨਸ਼ਨਰ ਛੇਵੇਂ ਪੇ ਕਮਿਸ਼ਨ ਦੀ ਰਿਪੋਰਟ ਲਾਗੂ ਕਰਨ ਵਿੱਚ ਦੇਰੀ ਕਰਨ ਅਤੇ ਦੂਸਰੀਆਂ ਮੰਗਾਂ ਲਾਗੂ ਨਾ ਕਰਨ ਦੇ ਰੋਸ ਵਜੋਂ 11 ਜੂਨ ਨੂੰ ਡਾਇਰੈਕਟਰ ਪੇਂਡੂ ਵਿਕਾਸ ਤੇ ਪੰਚਾਇਤ ਦੇ ਮੁੱਖ ਦਫਤਰ ਅੱਗੇ ਧਰਨਾ ਦੇਣਗੇ। ਇਸ ਸਬੰਧੀ ਜਾਣਕਾਰੀ ਦਿੰਦਿਆਂ ਜਥੇਬੰਦੀ ਦੇ ਜਨਰਲ ਸਕੱਤਰ ਗੁਰਮੀਤ ਸਿੰਘ ਬਾਂਘਪੁਰ ਅਤੇ ਸਕੱਤਰ ਜਗੀਰ ਸਿੰਘ ਢਿੱਲੋਂ ਨੇ ਦੱਸਿਆ ਕਿ ਇਸ ਧਰਨੇ ਵਿੱਚ ਪੰਜਾਬ ਭਰ ਦੇ ਪੈਨਸ਼ਨਰ ਵੱਡੀ ਗਿਣਤੀ ਵਿੱਚ ਹਾਜ਼ਰੀ ਦਰਜ ਕਰਵਾਉਣਗੇ। <box>45 1340 299 1517</box>
article-col-5: ਅਪਮਾਨਜਨਕ ਅਤੇ ਸੰਵੇਦਨਹੀਣ ਪ੍ਰਤੀਤ ਹੁੰਦੇ ਹਨ। ਜੇਕਰ ਕਿਸੇ ਦ੍ਰਿਸ਼ਟੀ ਹੀਣ ਵਿਅਕਤੀ ਨੂੰ ਜਾਂ ਲੱਤਾਂ ਤੋਂ ਅਪਾਹਜ ਨੂੰ ਉਸ ਸਮਾਜ ਵਿੱਚ ਪ੍ਰਚਲਿਤ ਅਪਮਾਨਜਨਕ ਸ਼ਬਦ ਕਿਹਾ ਜਾਵੇ ਤਾਂ ਇਹ ਸ਼ਬਦ ਉਸ ਦੇ ਸਵੈ ਮਾਣ ਨੂੰ ਸੱਟ ਮਾਰਦੇ ਹਨ। ਇਸ ਲਈ ਵਿਕਲਾਂਗ, ਅਪਾਹਜ, ਚੁਣੌਤੀਪੂਰਣ ਆਦਿ ਸ਼ਬਦ ਬੇਹਦ ਸੰਵੇਦਨਸ਼ੀਲ ਸ਼ਬਦ ਹਨ। ਵਰਲਡ ਫੈਡਰੇਸ਼ਨ ਦੇ ਅਨੁਸਾਰ ਅਯੋਗਤਾ ਦੇ ਵਿਰਲੇ ਵੱਲੋਂ 1980 ਦੇ ਦਹਾਕੇ ਵਿੱਚ ਨਵੇਂ ਸ਼ਬਦ ਦਾ ਪ੍ਰਯੋਗ ਸ਼ੁਰੂ ਹੋਇਆ। ਪੋਰਾ ਲੰਪਿਕ ਮੈਡਲਿਸਟ ਅਜਿਹਾ ਕਹਿੰਦੇ ਹਨ ਕਿ ਸਮਾਜ ਵਿੱਚ ਬਰਾਬਰੀ ਦਾ ਹੱਕ ਮਿਲਣਾ ਚਾਹੀਦਾ ਹੈ। ਸ਼ਬਦ ਨੂੰ ਕਿਸੇ ਵੀ ਭਾਸ਼ਾ ਦੀ ਆਤਮਾ ਕਿਹਾ ਜਾ ਸਕਦਾ ਹੈ। ਇਹ ਸ਼ਬਦ ਹੀ ਹਨ ਜੋ ਕਿਸੇ ਨਿਰਾਸ਼ ਵਿਅਕਤੀ ਦੀ ਜ਼ਿੰਦਗੀ ਵਿੱਚ ਆਸ ਦੀ ਉਜਲੀ ਕਿਰਣ ਵਾਂਗ ਚਮਕਦੇ ਹਨ ਜਾਂ ਫਿਰ ਕਿਸੇ ਹੱਸਦੇ ਖੇਡਦੇ ਮਨੁੱਖ ਨੂੰ ਨਿਰਾਸ਼ਾ ਦੇ ਘੋਰ ਅੰਧਕਾਰ ਵਿੱਚ ਸੁੱਟਣ ਦੀ ਸਮਰੱਥਾ ਰੱਖਦੇ ਹਨ। ਮਨੁੱਖ ਜਿਸ ਤਰ੍ਹਾਂ ਦੇ ਸ਼ਬਦਾਂ ਦਾ ਪ੍ਰਯੋਗ ਕਰਦਾ ਹੈ ਉਨ੍ਹਾਂ ਰਾਹੀਂ ਉਹ ਆਪਣੇ ਆਲੇ ਦੁਆਲੇ ਦੇ ਲੋਕਾਂ ਅਤੇ ਦੁਨੀਆ ਨੂੰ ਪ੍ਰਭਾਵਿਤ ਕਰਦਾ ਹੈ ਅਤੇ ਬਦਲਣ ਦੀ ਸਮਰੱਥਾ ਰੱਖਦਾ ਹੈ। ਮਹਾਰਾਜਾ ਰਣਜੀਤ ਸਿੰਘ ਜਿਨ੍ਹਾਂ ਨੂੰ ਇੱਕ ਅੱਖ ਤੋਂ ਨਹੀਂ ਦਿਖਦਾ ਸੀ ਉਨ੍ਹਾਂ ਨੂੰ ਉਸ ਸਮਾਜ ਵਿੱਚ ਪ੍ਰਚਲਿਤ ਸ਼ਬਦ ਕਹਿਣ ਦੀ ਬਜਾਏ ਉਨ੍ਹਾਂ ਦੀ ਪ੍ਰਸ਼ੰਸਾ ਵਿੱਚ ਕਹੇ ਗਏ ਸ਼ਬਦ ਜਿਆਦਾ ਸਕਾਰਾਤਮਕ ਪ੍ਰਤੀਤ ਹੁੰਦੇ ਹਨ। ਸ਼ਬਦਾਂ ਦੀ ਇਸ ਤਾਕਤ ਨੂੰ ਸਮਝਦੇ ਹੋਏ ਹੀ ਅਲਬਰਟ ਆਇਨਸਟੀਨ ਦੇ ਬਚਪਨ ਵਿੱਚ ਉਸ ਦੀ ਮਾਂ ਵੱਲੋਂ ਅਧਿਆਪਕ ਦੇ ਚਿੱਠੀ ਨੂੰ ਪੜ੍ਹ ਕੇ ਸੁਣਾਏ ਸ਼ਬਦਾਂ ਨੇ ਉਸ ਦਾ ਜੀਵਨ ਬਦਲ ਦਿੱਤਾ। <box>801 833 1502 1010</box>
article-body-cont: ਮੌਕੇ ਤੇ ਹਰਸ਼, ਮੰਜੀਤ, ਹਰਸ਼ੁੱਖ, ਜਸਕਰਨ, ਨਿਖਿਲ, ਪ੍ਰਭਨੂਰ, ਅਸ਼ਮਨ, ਦੇਵਮ, ਕ੍ਰਿਸ਼ਨਾ, ਗੁਰਵਿੰਦਰ, ਦਿਵਾਂਸ਼ੂ, ਨਵਿਆ ਗਰਗ, ਮਹਿਤਾਬ, ਵਾਹੀ ਹਾਜ਼ਿਰ ਸਨ। <box>304 494 785 524</box>
paper-name: PAIGAM-E-JAGAT <box>91 65 213 80</box>
article-body: ਮੁਹਾਲੀ ਪ੍ਰਾਪਰਟੀ ਕੰਸਲਟੈਂਟ ਐਸੋਸੀਏਸ਼ਨ ਦੇ ਸਾਬਕਾ ਪ੍ਰਧਾਨ ਸ. ਹਰਪ੍ਰੀਤ ਸਿੰਘ ਡਡਵਾਲ ਨੇ ਮੁਹਾਲੀ ਦੇ ਐਸ ਐਸ ਪੀ ਤੋਂ ਮੰਗ ਕੀਤੀ ਹੈ ਕਿ ਸ਼ਹਿਰ ਵਿੱਚ ਲਗਾਤਾਰ ਵਾਪਰਦੀਆਂ ਵਾਰਦਾਤਾਂ ਤੇ ਕਾਬੂ ਕਰਨ ਲਈ ਲੋੜੀਂਦੀ ਕਾਰਵਾਈ ਕੀਤੀ ਜਾਵੇ। ਉਹਨਾਂ ਕਿਹਾ ਕਿ ਬੀਤੀ ਸ਼ਾਮ ਫੇਜ਼ 3 ਬੀ 1 ਦੀ ਲਾਲਜ਼ਾ ਮਾਰਕੀਟ ਵਿੱਚ ਫਰੀਦਾਬਾਦ ਤੋਂ ਇੱਕ ਕਾਰੋਬਾਰੀ ਦੀ ਗੱਡੀ ਦਾ ਸ਼ੀਸ਼ਾ ਤੋੜ ਕੇ ਚੋਰ ਲੈਪਟਾਪ ਅਤੇ ਹੋਰ ਸਮਾਨ ਲੈ ਕੇ ਫਰਾਰ ਹੋ ਗਏ। <box>45 1655 280 1796</box>
headline-shamrock-school: ਸ਼ੈਮਰਾਕ ਸਕੂਲ ਵਿੱਚ ਇਨਾਮ ਵੰਡ ਸਮਾਰੋਹ ਦਾ ਆਯੋਜਨ <box>45 691 588 723</box>
byline: ਐਸ ਏ ਐਸ ਨਗਰ, 8 ਜੂਨ (ਪੈਗਾਮ-ਏ-ਜਗਤ) <box>45 1318 239 1332</box>
photo-paras-portrait <box>972 2148 1127 2350</box>
headline-vikalang-divyang: ਵਿਕਲਾਂਗ ਸ਼ਬਦ ਤੋਂ ਦਿਵਿਆਂਗ ਤੱਕ ਦੀ ਯਾਤਰਾ <box>801 129 1336 166</box>
article-body: ਮੁਹਾਲੀ ਦੇ ਫੇਜ਼ 5 ਵਿੱਚ ਅੱਜ ਸਵੇਰੇ ਪੌਣੇ 9 ਵਜੇ ਦੇ ਕਰੀਬ ਆਪਣੇ ਕੰਮ ਤੇ ਜਾ ਰਹੀ ਇੱਕ ਨੌਜਵਾਨ ਲੜਕੀ ਤੇ ਇੱਕ ਵਿਅਕਤੀ ਵਲੋਂ ਰਾਹ ਵਿੱਚ ਅਚਾਨਕ ਕਿਰਪਾਨ ਨਾਲ ਹਮਲਾ ਕਰ ਦਿੱਤਾ ਗਿਆ। ਇਹ ਵਿਅਕਤੀ ਲੜਕੀ ਦੇ ਪਿੱਛੇ ਤੋਂ ਆਇਆ ਅਤੇ ਉਸ ਤੇ ਵਾਰ ਕਰਨ ਲੱਗ ਪਿਆ। ਲੜਕੀ ਨੂੰ ਗੰਭੀਰ ਹਾਲਤ ਵਿੱਚ ਫੇਜ਼ 6 ਦੇ ਜ਼ਿਲ੍ਹਾ ਹਸਪਤਾਲ ਲਿਜਾਇਆ ਗਿਆ ਜਿੱਥੇ ਡਾਕਟਰਾਂ ਨੇ ਉਸ ਨੂੰ ਮ੍ਰਿਤਕ ਕਰਾਰ ਦੇ ਦਿੱਤਾ। <box>45 2053 280 2194</box>
